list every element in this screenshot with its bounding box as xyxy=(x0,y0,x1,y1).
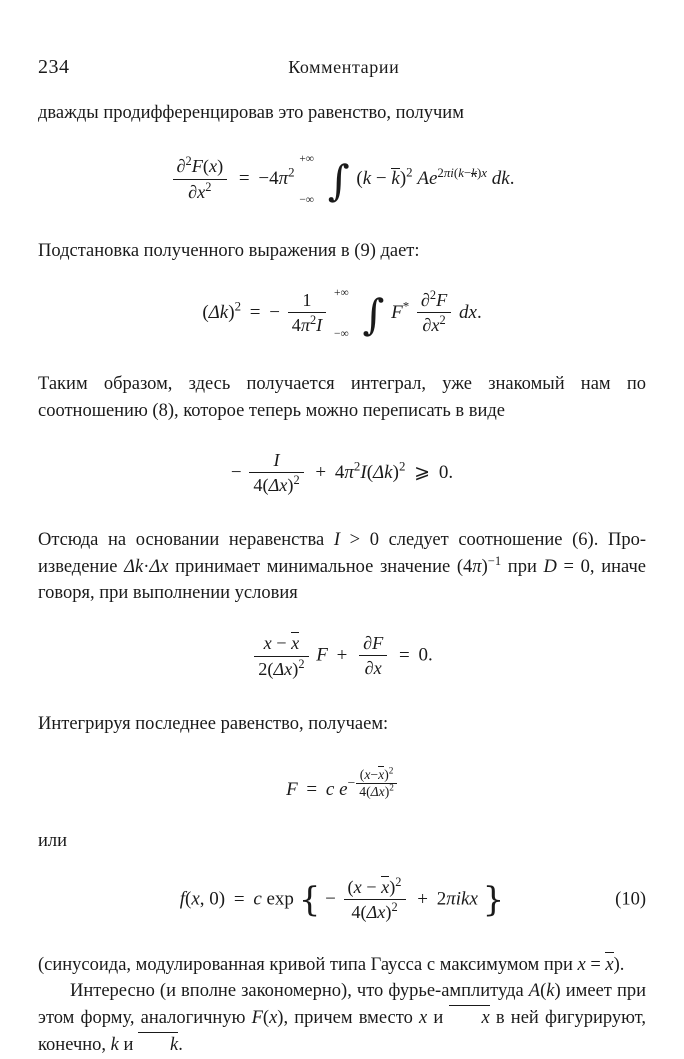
equation-number: (10) xyxy=(615,889,646,910)
paragraph-7: (синусоида, модулированная кривой типа Гаусса с максимумом при x = x). xyxy=(38,951,646,978)
paragraph-8-seg2: имеет при этом форму, аналогичную xyxy=(38,980,646,1029)
paragraph-7-seg2: ). xyxy=(613,954,625,975)
equation-3: − $\frac{I}{4(\Delta x)^2}$ + $4\pi^2I(\Delta k)^2$ ⩾ 0. xyxy=(230,450,454,496)
equation-2: $(\Delta k)^2$ = − $\frac{1}{4\pi^2I}$ +∞ −∞ ∫ F* $\frac{\partial^2F}{\partial x^2}$ dx. xyxy=(202,286,482,340)
equation-1-lhs: $\frac{\partial^2F(x)}{\partial x^2}$ xyxy=(173,155,228,202)
equation-5: F = c e− $\frac{(x-x)^2}{4(\Delta x)^2}$ xyxy=(38,767,646,802)
paragraph-8-seg6: и xyxy=(118,1035,139,1056)
paragraph-4-seg3: изведение xyxy=(38,556,125,577)
paragraph-4-seg2: следует соотношение (6). Про- xyxy=(378,530,646,551)
running-title: Комментарии xyxy=(288,57,400,77)
paragraph-8-seg5: в ней фигурируют, конечно, xyxy=(38,1008,647,1056)
paragraph-7-seg1: (синусоида, модулированная кривой типа Гаусса с максимумом при xyxy=(38,954,578,975)
paragraph-2: Подстановка полученного выражения в (9) дает: xyxy=(38,240,420,261)
paragraph-5: Интегрируя последнее равенство, получаем: xyxy=(38,713,389,734)
integral-limits: +∞ −∞ xyxy=(299,152,314,206)
paragraph-8-seg7: . xyxy=(178,1035,183,1056)
paragraph-8-seg4: и xyxy=(427,1008,450,1029)
paragraph-8-seg1: Интересно (и вполне закономерно), что фурье-амплитуда xyxy=(70,980,529,1001)
page-header xyxy=(38,56,646,79)
equation-6: f(x, 0) = c exp { − $\frac{(x - x)^2}{4(\Delta x)^2}$ + 2πikx } (10) xyxy=(179,875,646,923)
paragraph-4-seg6: , xyxy=(589,556,595,577)
paragraph-4: Отсюда на основании неравенства I > 0 следует соотношение (6). Про-изведение Δk·Δx принимает минимальное значение $(4\pi)^{-1}$ при D = 0, иначе говоря, при выполнении условия xyxy=(38,530,646,603)
paragraph-6: или xyxy=(38,830,68,851)
page-number: 234 xyxy=(38,56,70,78)
integral-sign: ∫ xyxy=(327,155,350,205)
paragraph-8-seg3: , причем вместо xyxy=(283,1008,419,1029)
integral-sign: ∫ xyxy=(362,289,385,339)
paragraph-3: Таким образом, здесь получается интеграл, уже знакомый нам по соотношению (8), которое теперь можно переписать в виде xyxy=(38,374,646,421)
equation-4: $\frac{x - x}{2(\Delta x)^2}$ F + $\frac{\partial F}{\partial x}$ = 0. xyxy=(38,632,646,680)
paragraph-1: дважды продифференцировав это равенство, получим xyxy=(38,103,464,123)
equation-1: $\frac{\partial^2F(x)}{\partial x^2}$ = $-4\pi^2$ +∞ −∞ ∫ $(k - k)^2$ $Ae^{2\pi i(k-k)x}$ dk. xyxy=(38,156,646,203)
page-body xyxy=(38,100,646,1059)
paragraph-4-seg1: Отсюда на основании неравенства xyxy=(38,530,334,551)
paragraph-4-seg7: иначе говоря, при выполнении условия xyxy=(38,556,646,603)
paragraph-4-seg4: принимает минимальное значение xyxy=(168,556,457,577)
integral-limits: +∞ −∞ xyxy=(334,286,349,340)
paragraph-8: Интересно (и вполне закономерно), что фурье-амплитуда A(k) имеет при этом форму, аналогичную F(x), причем вместо x и x в ней фигурируют, конечно, k и k. xyxy=(38,978,646,1059)
paragraph-4-seg5: при xyxy=(501,556,544,577)
